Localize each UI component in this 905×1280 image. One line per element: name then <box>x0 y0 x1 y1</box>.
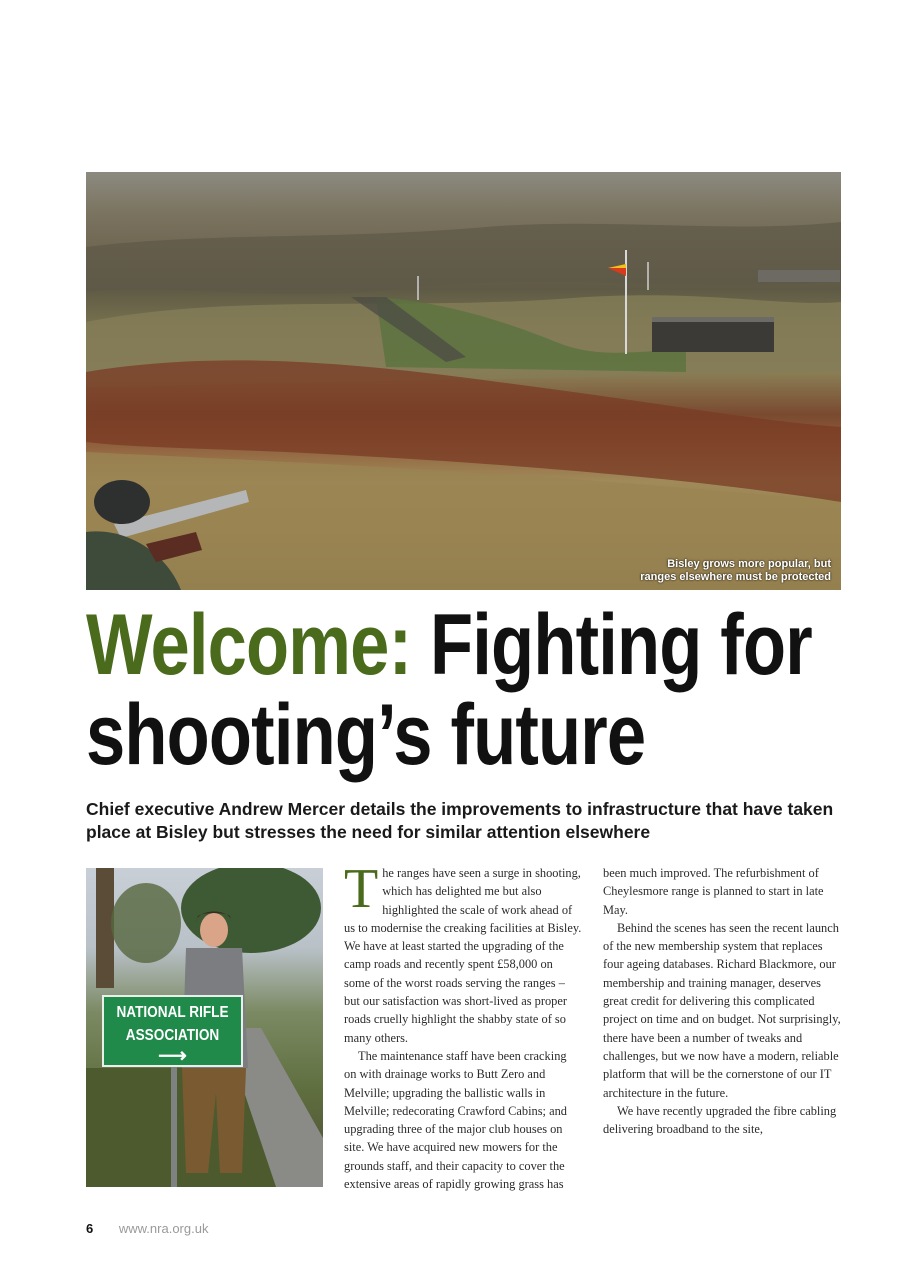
page-number: 6 <box>86 1221 94 1236</box>
site-url[interactable]: www.nra.org.uk <box>118 1221 209 1236</box>
nra-sign <box>102 995 243 1067</box>
sign-line1: NATIONAL RIFLE <box>116 1004 229 1021</box>
body-paragraph-2-continued: been much improved. The refurbishment of Cheylesmore range is planned to start in late May. <box>603 866 824 917</box>
hero-caption <box>640 558 831 584</box>
hero-landscape <box>86 172 841 590</box>
sign-line2: ASSOCIATION <box>125 1027 220 1044</box>
body-column-1 <box>344 858 582 1193</box>
headline-line1-rest: Fighting for <box>430 597 812 693</box>
arrow-right-icon: ⟶ <box>158 1045 187 1067</box>
portrait-photo <box>86 868 323 1187</box>
body-paragraph-4: We have recently upgraded the fibre cabling delivering broadband to the site, <box>603 1103 837 1137</box>
hero-caption-line1: Bisley grows more popular, but <box>667 558 831 570</box>
hero-caption-line2: ranges elsewhere must be protected <box>640 571 831 583</box>
body-paragraph-2: The maintenance staff have been cracking on with drainage works to Butt Zero and Melville; upgrading the ballistic walls in Melville; redecorating Crawford Cabins; and upgrading three of the major club houses on site. We have acquired new mowers for the grounds staff, and their capacity to cover the extensive areas of rapidly growing grass has <box>344 1048 567 1192</box>
body-column-2 <box>603 864 841 1138</box>
headline <box>86 597 812 783</box>
headline-accent: Welcome: <box>86 597 412 693</box>
body-paragraph-1 <box>344 858 582 1047</box>
dropcap: T <box>344 858 379 920</box>
hero-photo <box>86 172 841 590</box>
standfirst: Chief executive Andrew Mercer details the improvements to infrastructure that have taken place at Bisley but stresses the need for similar attention elsewhere <box>86 799 834 842</box>
body-paragraph-1-text: he ranges have seen a surge in shooting, which has delighted me but also highlighted the scale of work ahead of us to modernise the creaking facilities at Bisley. We have at least started the upgrading of the camp roads and recently spent £58,000 on some of the worst roads serving the ranges – but our satisfaction was short-lived as proper roads cruelly highlight the shabby state of so many others. <box>344 866 582 1045</box>
page-footer <box>86 1221 208 1236</box>
body-paragraph-3: Behind the scenes has seen the recent launch of the new membership system that replaces four ageing databases. Richard Blackmore, our membership and training manager, deserves great credit for delivering this complicated project on time and on budget. Not surprisingly, there have been a number of tweaks and challenges, but we now have a modern, reliable platform that will be the cornerstone of our IT architecture in the future. <box>603 920 841 1100</box>
headline-line2: shooting’s future <box>86 687 646 783</box>
